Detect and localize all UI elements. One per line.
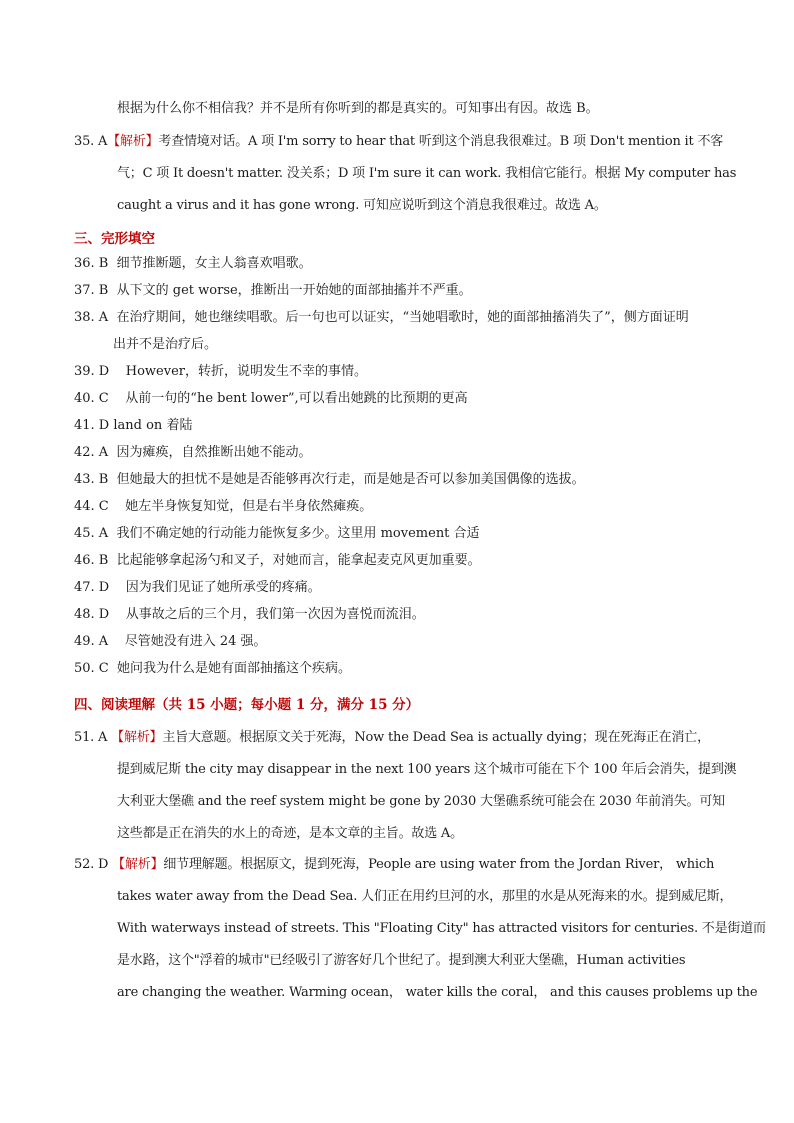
cloze-item-43 [74,471,585,489]
item-text: land on 着陆 [113,418,193,433]
item-text: 她左半身恢复知觉，但是右半身依然瘫痪。 [125,499,373,514]
cloze-item-48 [74,606,425,624]
item-number: 36. B [74,256,109,271]
item-number: 49. A [74,634,109,649]
item-text: 从下文的 get worse，推断出一开始她的面部抽搐并不严重。 [116,283,472,298]
cloze-item-37 [74,282,472,300]
item-number: 45. A [74,526,109,541]
item-number: 47. D [74,580,110,595]
q52-line-4: 是水路，这个"浮着的城市"已经吸引了游客好几个世纪了。提到澳大利亚大堡礁，Human activities [117,953,686,968]
q35-text-1: 考查情境对话。A 项 I'm sorry to hear that 听到这个消息我很难过。B 项 Don't mention it 不客 [158,134,724,149]
q51-line-3: 大利亚大堡礁 and the reef system might be gone by 2030 大堡礁系统可能会在 2030 年前消失。可知 [117,794,725,809]
cloze-item-38 [74,309,689,327]
q35-number: 35. A [74,134,108,149]
item-text: 细节推断题，女主人翁喜欢唱歌。 [116,256,312,271]
cloze-item-47 [74,579,321,597]
item-number: 41. D [74,418,110,433]
q35-line-1 [74,133,723,151]
cloze-item-36 [74,255,312,273]
q52-text-1: 细节理解题。根据原文，提到死海，People are using water from the Jordan River， which [163,857,715,872]
q51-line-1 [74,729,710,747]
item-text: 从事故之后的三个月，我们第一次因为喜悦而流泪。 [125,607,425,622]
q35-line-2: 气；C 项 It doesn't matter. 没关系；D 项 I'm sure it can work. 我相信它能行。根据 My computer has [117,166,737,181]
item-text: 但她最大的担忧不是她是否能够再次行走，而是她是否可以参加美国偶像的选拔。 [116,472,585,487]
q52-line-5: are changing the weather. Warming ocean， water kills the coral， and this causes problems up the [117,985,758,1000]
item-text: 从前一句的“he bent lower”,可以看出她跳的比预期的更高 [125,391,468,406]
cloze-item-42 [74,444,311,462]
cloze-item-41 [74,417,192,435]
q34-continuation: 根据为什么你不相信我？并不是所有你听到的都是真实的。可知事出有因。故选 B。 [117,101,599,116]
item-number: 48. D [74,607,110,622]
item-number: 42. A [74,445,109,460]
item-text: 因为我们见证了她所承受的疼痛。 [125,580,321,595]
item-text: However，转折，说明发生不幸的事情。 [125,364,368,379]
q52-line-2: takes water away from the Dead Sea. 人们正在用约旦河的水，那里的水是从死海来的水。提到威尼斯， [117,889,733,904]
q52-line-1 [74,856,714,874]
q52-line-3: With waterways instead of streets. This "Floating City" has attracted visitors for centuries. 不是街道而 [117,921,766,936]
item-text: 因为瘫痪，自然推断出她不能动。 [116,445,312,460]
q51-number: 51. A [74,730,108,745]
item-text: 在治疗期间，她也继续唱歌。后一句也可以证实，“当她唱歌时，她的面部抽搐消失了”，侧方面证明 [116,310,689,325]
item-text: 尽管她没有进入 24 强。 [124,634,267,649]
cloze-item-45 [74,525,480,543]
item-number: 37. B [74,283,109,298]
cloze-item-49 [74,633,267,651]
item-number: 40. C [74,391,109,406]
section-4-heading: 四、阅读理解（共 15 小题；每小题 1 分，满分 15 分） [74,697,420,713]
cloze-item-44 [74,498,372,516]
cloze-item-50 [74,660,351,678]
q35-analysis-tag: 【解析】 [107,134,159,149]
item-number: 46. B [74,553,109,568]
item-number: 39. D [74,364,110,379]
q51-text-1: 主旨大意题。根据原文关于死海，Now the Dead Sea is actually dying；现在死海正在消亡， [162,730,710,745]
cloze-item-46 [74,552,481,570]
cloze-item-38-cont: 出并不是治疗后。 [113,337,218,352]
item-number: 50. C [74,661,109,676]
q51-line-2: 提到威尼斯 the city may disappear in the next 100 years 这个城市可能在下个 100 年后会消失，提到澳 [117,762,737,777]
q51-line-4: 这些都是正在消失的水上的奇迹，是本文章的主旨。故选 A。 [117,826,463,841]
q52-number: 52. D [74,857,109,872]
q52-analysis-tag: 【解析】 [112,857,164,872]
item-text: 她问我为什么是她有面部抽搐这个疾病。 [117,661,352,676]
section-3-heading: 三、完形填空 [74,231,155,247]
cloze-item-39 [74,363,367,381]
q35-line-3: caught a virus and it has gone wrong. 可知应说听到这个消息我很难过。故选 A。 [117,198,607,213]
item-number: 43. B [74,472,109,487]
cloze-item-40 [74,390,468,408]
item-number: 44. C [74,499,109,514]
q51-analysis-tag: 【解析】 [111,730,163,745]
item-number: 38. A [74,310,109,325]
item-text: 我们不确定她的行动能力能恢复多少。这里用 movement 合适 [116,526,480,541]
item-text: 比起能够拿起汤勺和叉子，对她而言，能拿起麦克风更加重要。 [116,553,481,568]
